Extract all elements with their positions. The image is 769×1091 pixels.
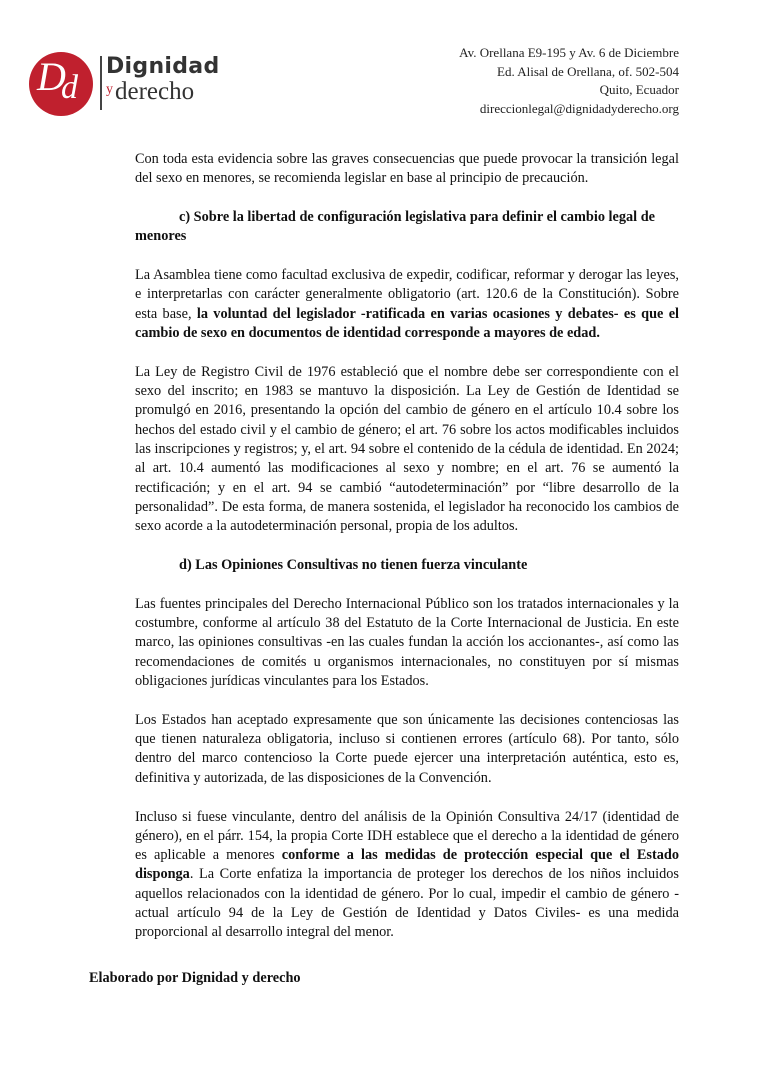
paragraph-d3-text-c: . La Corte enfatiza la importancia de proteger los derechos de los niños incluidos aquellos relacionados con la identidad de género. Por lo cual, impedir el cambio de género -actual artículo 94 de la Ley de Gestión de Identidad y Datos Civiles- es una medida proporcional al desarrollo integral del menor.: [135, 866, 679, 941]
logo-word-dignidad: Dignidad: [106, 54, 220, 79]
section-heading-c: c) Sobre la libertad de configuración legislativa para definir el cambio legal de menores: [135, 209, 655, 245]
paragraph-d1: Las fuentes principales del Derecho Internacional Público son los tratados internacionales y la costumbre, conforme al artículo 38 del Estatuto de la Corte Internacional de Justicia. En este marco, las opiniones consultivas -en las cuales fundan la acción los accionantes-, así como las recomendaciones de comités u organismos internacionales, no constituyen por sí mismas obligaciones jurídicas vinculantes para los Estados.: [135, 595, 679, 690]
logo-letter-big: D: [37, 54, 66, 99]
address-email: direccionlegal@dignidadyderecho.org: [479, 100, 679, 116]
logo-word-y: y: [106, 82, 113, 97]
address-city: Quito, Ecuador: [599, 82, 679, 97]
paragraph-c1-bold: la voluntad del legislador -ratificada en varias ocasiones y debates- es que el cambio de sexo en documentos de identidad corresponde a mayores de edad.: [135, 305, 680, 342]
document-signature: Elaborado por Dignidad y derecho: [89, 970, 301, 986]
section-heading-d: d) Las Opiniones Consultivas no tienen fuerza vinculante: [179, 557, 528, 574]
paragraph-c1: [135, 266, 679, 343]
paragraph-c1-text: La Asamblea tiene como facultad exclusiva de expedir, codificar, reformar y derogar las leyes, e interpretarlas con carácter generalmente obligatorio (art. 120.6 de la Constitución). Sobre esta base,: [135, 267, 679, 322]
paragraph-d3: [135, 808, 679, 943]
logo-letter-small: d: [61, 69, 78, 106]
document-body: [135, 150, 679, 962]
letterhead-address: [459, 44, 679, 118]
paragraph-c2: La Ley de Registro Civil de 1976 estableció que el nombre debe ser correspondiente con el sexo del inscrito; en 1983 se mantuvo la disposición. La Ley de Gestión de Identidad se promulgó en 2016, presentando la opción del cambio de género en el artículo 10.4 sobre los hechos del estado civil y el cambio de género; el art. 76 sobre los actos modificables incluidos las inscripciones y registros; y, el art. 94 sobre el contenido de la cédula de identidad. En 2024; al art. 10.4 aumentó las modificaciones al sexo y nombre; en el art. 76 se aumentó la rectificación; y en el art. 94 se cambió “autodeterminación” por “libre desarrollo de la personalidad”. De esta forma, de manera sostenida, el legislador ha reconocido los cambios de sexo acorde a la autodeterminación personal, propia de los adultos.: [135, 363, 679, 535]
logo-divider: [100, 56, 102, 110]
address-street: Av. Orellana E9-195 y Av. 6 de Diciembre: [459, 45, 679, 60]
address-building: Ed. Alisal de Orellana, of. 502-504: [497, 63, 679, 79]
logo-circle: [29, 52, 93, 116]
paragraph-intro: Con toda esta evidencia sobre las graves consecuencias que puede provocar la transición legal del sexo en menores, se recomienda legislar en base al principio de precaución.: [135, 151, 679, 187]
paragraph-d3-text-a: Incluso si fuese vinculante, dentro del análisis de la Opinión Consultiva 24/17 (identidad de género), en el párr. 154, la propia Corte IDH establece que el derecho a la identidad de género es aplicable a menores: [135, 808, 679, 864]
logo-word-derecho: derecho: [115, 78, 195, 105]
paragraph-d2: Los Estados han aceptado expresamente que son únicamente las decisiones contenciosas las que tienen naturaleza obligatoria, incluso si contienen errores (artículo 68). Por tanto, sólo dentro del marco contencioso la Corte puede ejercer una interpretación auténtica, esto es, definitiva y autorizada, de las disposiciones de la Convención.: [135, 711, 679, 786]
organization-logo: [29, 52, 229, 122]
paragraph-d3-bold: conforme a las medidas de protección especial que el Estado disponga: [135, 847, 679, 883]
